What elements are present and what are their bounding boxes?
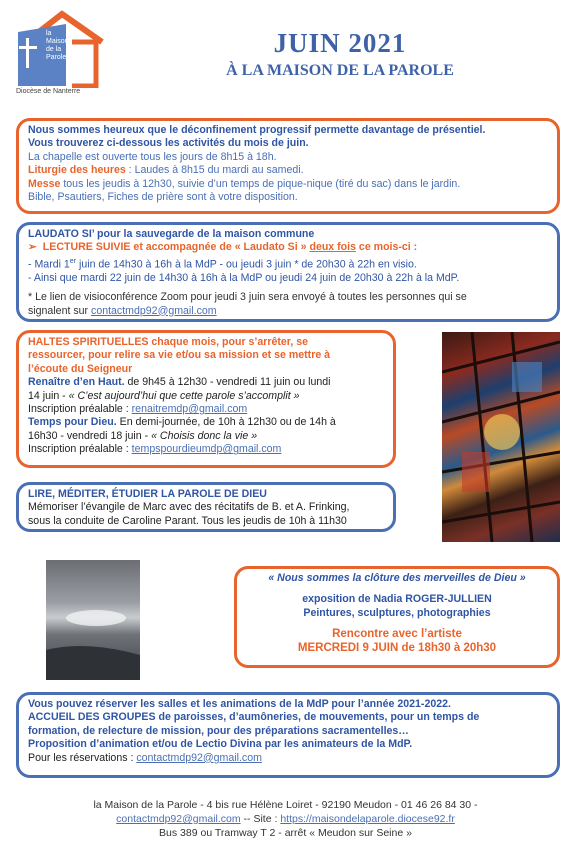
- expo-artist: exposition de Nadia ROGER-JULLIEN: [302, 593, 492, 606]
- logo-diocese: Diocèse de Nanterre: [16, 88, 81, 95]
- laudato-text: [28, 228, 556, 318]
- page-title: JUIN 2021: [273, 28, 407, 58]
- painting-image: [46, 560, 140, 680]
- groups-line: ACCUEIL DES GROUPES de paroisses, d’aumôneries, de mouvements, pour un temps de: [28, 711, 480, 724]
- mass-label: Messe: [28, 177, 61, 190]
- logo-text: la: [46, 30, 52, 37]
- renaitre-text: de 9h45 à 12h30 - vendredi 11 juin ou lundi: [124, 376, 331, 389]
- lecture-text-end: ce mois-ci :: [355, 241, 418, 254]
- intro-line: Vous trouverez ci-dessous les activités du mois de juin.: [28, 137, 309, 150]
- groups-reservation-label: Pour les réservations :: [28, 751, 137, 764]
- expo-medium: Peintures, sculptures, photographies: [303, 606, 491, 619]
- laudato-note: signalent sur: [28, 304, 92, 317]
- intro-line: Bible, Psautiers, Fiches de prière sont à votre disposition.: [28, 191, 298, 204]
- intro-line: Nous sommes heureux que le déconfinement progressif permette davantage de présentiel.: [28, 124, 486, 136]
- logo-text: Maison: [46, 38, 69, 45]
- haltes-title: ressourcer, pour relire sa vie et/ou sa mission et se mettre à: [28, 349, 331, 362]
- footer: [0, 798, 571, 840]
- groups-text: [28, 698, 556, 765]
- stained-glass-image: [442, 332, 560, 542]
- lire-title: LIRE, MÉDITER, ÉTUDIER LA PAROLE DE DIEU: [28, 488, 267, 500]
- lire-line: sous la conduite de Caroline Parant. Tous les jeudis de 10h à 11h30: [28, 514, 347, 527]
- temps-text: En demi-journée, de 10h à 12h30 ou de 14h à: [116, 416, 336, 429]
- mass-text: tous les jeudis à 12h30, suivie d’un temps de pique-nique (tiré du sac) dans le jardin.: [60, 177, 461, 190]
- temps-email-link[interactable]: tempspourdieumdp@gmail.com: [131, 443, 282, 456]
- expo-text: [238, 572, 556, 655]
- expo-quote: « Nous sommes la clôture des merveilles de Dieu »: [268, 572, 526, 584]
- logo-text: de la: [46, 46, 62, 53]
- groups-line: formation, de relecture de mission, pour des préparations sacramentelles…: [28, 724, 409, 737]
- temps-text: 16h30 - vendredi 18 juin -: [28, 429, 152, 442]
- laudato-sup: er: [69, 257, 77, 265]
- logo-text: Parole: [46, 54, 67, 61]
- groups-line: Vous pouvez réserver les salles et les animations de la MdP pour l’année 2021-2022.: [28, 698, 451, 710]
- inscription-label: Inscription préalable :: [28, 443, 132, 456]
- expo-date: MERCREDI 9 JUIN de 18h30 à 20h30: [297, 641, 497, 654]
- inscription-label: Inscription préalable :: [28, 403, 132, 416]
- lire-text: [28, 488, 390, 528]
- arrow-icon: ➢: [28, 241, 37, 254]
- footer-site-link[interactable]: https://maisondelaparole.diocese92.fr: [280, 813, 455, 825]
- page-subtitle: À LA MAISON DE LA PAROLE: [226, 62, 454, 79]
- lecture-emph: deux fois: [309, 241, 356, 254]
- liturgy-text: : Laudes à 8h15 du mardi au samedi.: [125, 164, 304, 177]
- footer-address: la Maison de la Parole - 4 bis rue Hélène Loiret - 92190 Meudon - 01 46 26 84 30 -: [93, 799, 478, 811]
- expo-meeting: Rencontre avec l’artiste: [332, 628, 462, 641]
- laudato-line: - Ainsi que mardi 22 juin de 14h30 à 16h à la MdP ou jeudi 24 juin de 20h30 à 22h à la MdP.: [28, 271, 460, 284]
- footer-email-link[interactable]: contactmdp92@gmail.com: [116, 813, 241, 825]
- laudato-note: * Le lien de visioconférence Zoom pour jeudi 3 juin sera envoyé à toutes les personnes qui se: [28, 291, 467, 304]
- intro-text: [28, 124, 556, 204]
- renaitre-email-link[interactable]: renaitremdp@gmail.com: [131, 403, 248, 416]
- liturgy-label: Liturgie des heures: [28, 164, 126, 177]
- haltes-title: HALTES SPIRITUELLES chaque mois, pour s’arrêter, se: [28, 336, 309, 348]
- haltes-text: [28, 336, 390, 457]
- intro-line: La chapelle est ouverte tous les jours de 8h15 à 18h.: [28, 150, 277, 163]
- laudato-title: LAUDATO SI’ pour la sauvegarde de la maison commune: [28, 228, 315, 240]
- footer-transport: Bus 389 ou Tramway T 2 - arrêt « Meudon sur Seine »: [159, 827, 412, 839]
- temps-quote: « Choisis donc la vie »: [151, 429, 258, 442]
- footer-site-label: -- Site :: [240, 813, 281, 825]
- haltes-title: l’écoute du Seigneur: [28, 362, 133, 375]
- renaitre-quote: « C’est aujourd’hui que cette parole s’accomplit »: [68, 389, 300, 402]
- groups-line: Proposition d’animation et/ou de Lectio Divina par les animateurs de la MdP.: [28, 738, 413, 751]
- renaitre-text: 14 juin -: [28, 389, 69, 402]
- laudato-line: - Mardi 1: [28, 258, 70, 271]
- contact-email-link[interactable]: contactmdp92@gmail.com: [91, 304, 217, 317]
- groups-email-link[interactable]: contactmdp92@gmail.com: [136, 751, 262, 764]
- logo: [12, 8, 104, 98]
- lecture-text: LECTURE SUIVIE et accompagnée de « Laudato Si »: [42, 241, 310, 254]
- lire-line: Mémoriser l’évangile de Marc avec des récitatifs de B. et A. Frinking,: [28, 501, 350, 514]
- temps-label: Temps pour Dieu.: [28, 416, 117, 429]
- laudato-line: juin de 14h30 à 16h à la MdP - ou jeudi 3 juin * de 20h30 à 22h en visio.: [76, 258, 417, 271]
- renaitre-label: Renaître d’en Haut.: [28, 376, 125, 389]
